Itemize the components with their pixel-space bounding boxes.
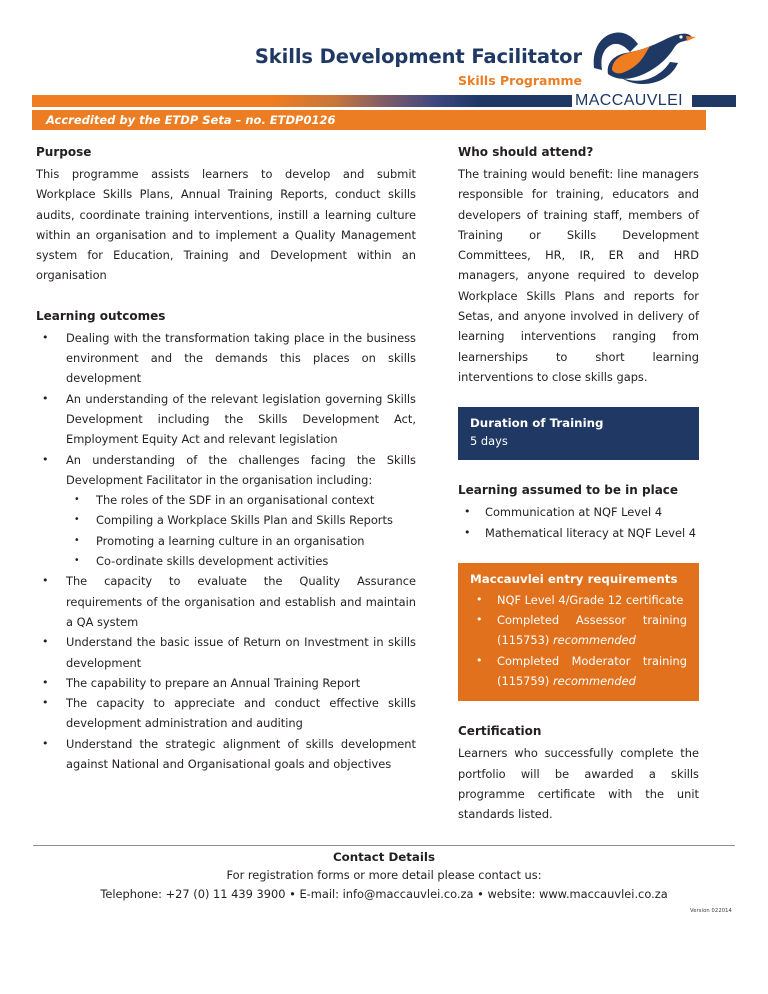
- duration-panel: [458, 407, 699, 460]
- header-title-block: [180, 46, 582, 88]
- list-item: • The capability to prepare an Annual Training Report: [36, 673, 416, 693]
- brand-navy-block: [692, 95, 736, 107]
- left-column: [36, 144, 416, 774]
- list-item: • The capacity to appreciate and conduct effective skills development administration and auditing: [36, 693, 416, 734]
- accreditation-bar: [32, 110, 706, 130]
- list-item: [470, 651, 687, 692]
- learning-assumed-list: [458, 502, 699, 543]
- learning-outcomes-list: [36, 328, 416, 490]
- learning-outcomes-list-continued: [36, 571, 416, 774]
- list-item: • Communication at NQF Level 4: [458, 502, 699, 522]
- learning-outcomes-sublist-wrapper: [66, 490, 416, 571]
- certification-text: Learners who successfully complete the portfolio will be awarded a skills programme certificate with the unit standards listed.: [458, 746, 699, 822]
- contact-details-intro: For registration forms or more detail please contact us:: [226, 868, 542, 882]
- list-item-text: Completed Assessor training (115753): [497, 613, 687, 648]
- brand-gradient-bar: [32, 92, 736, 109]
- contact-details-line: Telephone: +27 (0) 11 439 3900 • E-mail: info@maccauvlei.co.za • website: www.maccauvlei.co.za: [100, 887, 668, 901]
- list-item: • Dealing with the transformation taking place in the business environment and the demands this places on skills development: [36, 328, 416, 389]
- brand-gradient-segment: [32, 95, 572, 107]
- list-item: • Understand the basic issue of Return on Investment in skills development: [36, 632, 416, 673]
- footer-divider: [33, 845, 735, 846]
- version-label: Version 022014: [690, 908, 732, 914]
- list-item: • Understand the strategic alignment of skills development against National and Organisational goals and objectives: [36, 734, 416, 775]
- certification-heading: Certification: [458, 724, 542, 739]
- page-title: Skills Development Facilitator: [254, 45, 582, 68]
- document-header: [0, 0, 768, 140]
- entry-requirements-panel: [458, 563, 699, 701]
- list-item: • Co-ordinate skills development activities: [66, 551, 416, 571]
- purpose-heading: Purpose: [36, 145, 92, 159]
- entry-requirements-heading: Maccauvlei entry requirements: [470, 571, 678, 586]
- learning-outcomes-sublist: [66, 490, 416, 571]
- learning-assumed-heading: Learning assumed to be in place: [458, 483, 679, 498]
- entry-requirements-list: [470, 590, 687, 691]
- duration-heading: Duration of Training: [470, 416, 604, 431]
- right-column: [458, 144, 699, 825]
- accreditation-text: Accredited by the ETDP Seta – no. ETDP0126: [46, 113, 336, 127]
- list-item: • The roles of the SDF in an organisational context: [66, 490, 416, 510]
- list-item: • Promoting a learning culture in an organisation: [66, 531, 416, 551]
- list-item-emphasis: recommended: [553, 633, 636, 648]
- page-subtitle: Skills Programme: [458, 73, 582, 89]
- list-item: • Mathematical literacy at NQF Level 4: [458, 523, 699, 543]
- list-item: [470, 610, 687, 651]
- maccauvlei-logo: [586, 22, 698, 94]
- learning-outcomes-heading: Learning outcomes: [36, 308, 166, 323]
- flying-bird-icon: [586, 22, 698, 94]
- list-item-text: Completed Moderator training (115759): [497, 653, 687, 689]
- duration-value: 5 days: [470, 434, 508, 449]
- contact-details-heading: Contact Details: [332, 850, 435, 864]
- list-item: • Compiling a Workplace Skills Plan and Skills Reports: [66, 510, 416, 530]
- who-should-attend-text: The training would benefit: line managers responsible for training, educators and developers of training staff, members of Training or Skills Development Committees, HR, IR, ER and HRD managers, anyone required to develop Workplace Skills Plans and reports for Setas, and anyone involved in delivery of learning interventions ranging from learnerships to short learning interventions to close skills gaps.: [458, 167, 699, 384]
- list-item: • An understanding of the relevant legislation governing Skills Development including the Skills Development Act, Employment Equity Act and relevant legislation: [36, 389, 416, 450]
- list-item: • The capacity to evaluate the Quality Assurance requirements of the organisation and establish and maintain a QA system: [36, 571, 416, 632]
- list-item-emphasis: recommended: [553, 674, 636, 689]
- footer: [0, 849, 768, 904]
- list-item: [470, 590, 687, 610]
- brand-wordmark: MACCAUVLEI: [575, 92, 684, 109]
- purpose-text: This programme assists learners to develop and submit Workplace Skills Plans, Annual Training Reports, conduct skills audits, coordinate training interventions, instill a learning culture within an organisation and to implement a Quality Management system for Education, Training and Development within an organisation: [36, 167, 416, 283]
- who-should-attend-heading: Who should attend?: [458, 145, 594, 159]
- list-item: • An understanding of the challenges facing the Skills Development Facilitator in the organisation including:: [36, 450, 416, 491]
- list-item-text: NQF Level 4/Grade 12 certificate: [497, 592, 684, 607]
